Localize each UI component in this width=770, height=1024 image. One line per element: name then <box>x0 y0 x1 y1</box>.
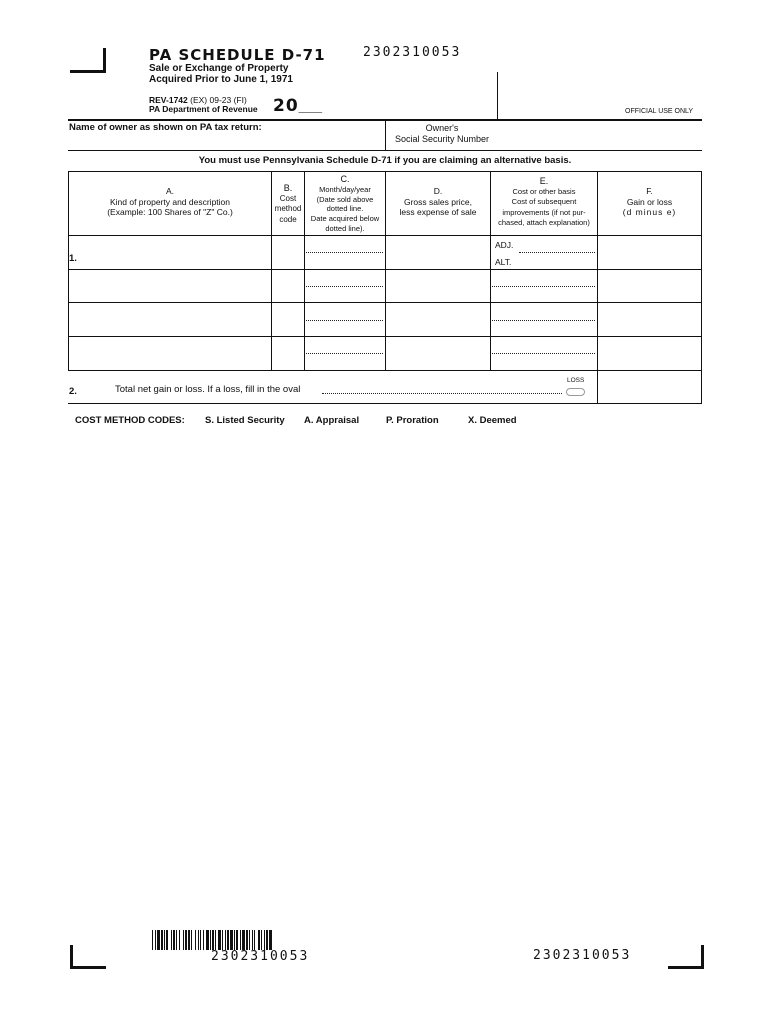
line-1-label: 1. <box>69 253 77 264</box>
col-e-line1: Cost or other basis <box>512 186 576 196</box>
row-4-date-split <box>306 353 383 354</box>
row-2-date-split <box>306 286 383 287</box>
rev-code-rest: (EX) 09-23 (FI) <box>190 95 247 105</box>
adj-label: ADJ. <box>495 240 514 250</box>
col-c-line5: dotted line). <box>325 223 365 233</box>
official-use-label: OFFICIAL USE ONLY <box>625 108 694 115</box>
total-net-text: Total net gain or loss. If a loss, fill in the oval <box>115 384 301 395</box>
col-b-line1: Cost <box>279 193 297 203</box>
col-d-letter: D. <box>433 186 443 196</box>
col-e-header <box>491 176 597 229</box>
col-d-line1: Gross sales price, <box>403 196 473 207</box>
corner-mark-top-left <box>70 48 106 73</box>
col-d-header <box>386 186 490 218</box>
row-3-date-split <box>306 320 383 321</box>
col-b-line2: method <box>274 204 302 213</box>
col-f-line2: (d minus e) <box>622 207 677 217</box>
top-barcode-number: 2302310053 <box>363 45 462 60</box>
official-use-divider <box>497 72 498 120</box>
tax-year <box>273 96 322 116</box>
col-f-letter: F. <box>646 186 653 196</box>
col-a-line2: (Example: 100 Shares of "Z" Co.) <box>107 207 233 217</box>
col-c-line3: dotted line. <box>326 204 364 214</box>
col-c-line4: Date acquired below <box>310 214 380 224</box>
owner-rule <box>68 150 702 151</box>
col-f-line1: Gain or loss <box>626 196 673 207</box>
corner-mark-bottom-right <box>668 945 704 969</box>
col-c-letter: C. <box>340 174 350 184</box>
col-c-line1: Month/day/year <box>319 184 371 194</box>
cost-code-a: A. Appraisal <box>304 415 360 426</box>
total-gain-loss-field[interactable] <box>599 372 700 402</box>
col-d-line2: less expense of sale <box>399 207 477 217</box>
row-1-date-split <box>306 252 383 253</box>
year-prefix: 20 <box>273 96 299 116</box>
col-e-letter: E. <box>539 176 549 186</box>
col-b-letter: B. <box>283 183 293 193</box>
owner-ssn-label-1: Owner's <box>425 123 459 133</box>
col-c-header <box>305 175 385 234</box>
line-2-label: 2. <box>69 386 77 397</box>
barcode-image <box>152 930 364 950</box>
row-3-basis-split <box>492 320 595 321</box>
alternative-basis-notice: You must use Pennsylvania Schedule D-71 if you are claiming an alternative basis. <box>198 155 572 166</box>
col-e-line4: chased, attach explanation) <box>498 218 590 227</box>
col-e-line2: Cost of subsequent <box>511 197 577 206</box>
owner-ssn-label-2: Social Security Number <box>394 134 490 144</box>
department-name: PA Department of Revenue <box>149 104 258 114</box>
adj-entry-line[interactable] <box>519 252 595 253</box>
owner-name-label: Name of owner as shown on PA tax return: <box>69 122 262 133</box>
loss-oval[interactable] <box>566 388 585 396</box>
col-e-line3: improvements (if not pur- <box>502 207 586 217</box>
total-leader-dots <box>322 393 562 394</box>
row-2-basis-split <box>492 286 595 287</box>
row-4-basis-split <box>492 353 595 354</box>
col-b-header <box>272 183 304 225</box>
row-rule-4 <box>68 370 702 371</box>
col-b-line3: code <box>279 214 297 224</box>
cost-code-s: S. Listed Security <box>205 415 285 426</box>
year-blank[interactable]: ___ <box>298 98 323 114</box>
col-a-letter: A. <box>165 186 175 196</box>
table-right-border <box>701 171 702 403</box>
owner-name-field[interactable] <box>68 135 384 149</box>
loss-label: LOSS <box>567 377 585 384</box>
col-f-header <box>598 186 701 218</box>
corner-mark-bottom-left <box>70 945 106 969</box>
cost-codes-heading: COST METHOD CODES: <box>75 415 185 426</box>
col-a-line1: Kind of property and description <box>109 196 231 207</box>
rev-code-bold: REV-1742 <box>149 95 188 105</box>
alt-label: ALT. <box>495 257 512 267</box>
col-a-header <box>69 186 271 218</box>
owner-ssn-field[interactable] <box>500 122 700 149</box>
form-title: PA SCHEDULE D-71 <box>149 46 326 64</box>
footer-barcode-number: 2302310053 <box>211 949 310 964</box>
cost-code-p: P. Proration <box>386 415 439 426</box>
col-c-line2: (Date sold above <box>316 194 374 204</box>
form-subtitle-2: Acquired Prior to June 1, 1971 <box>149 74 293 85</box>
total-rule <box>68 403 702 404</box>
footer-right-number: 2302310053 <box>533 948 632 963</box>
form-subtitle-1: Sale or Exchange of Property <box>149 63 289 74</box>
cost-code-x: X. Deemed <box>468 415 517 426</box>
